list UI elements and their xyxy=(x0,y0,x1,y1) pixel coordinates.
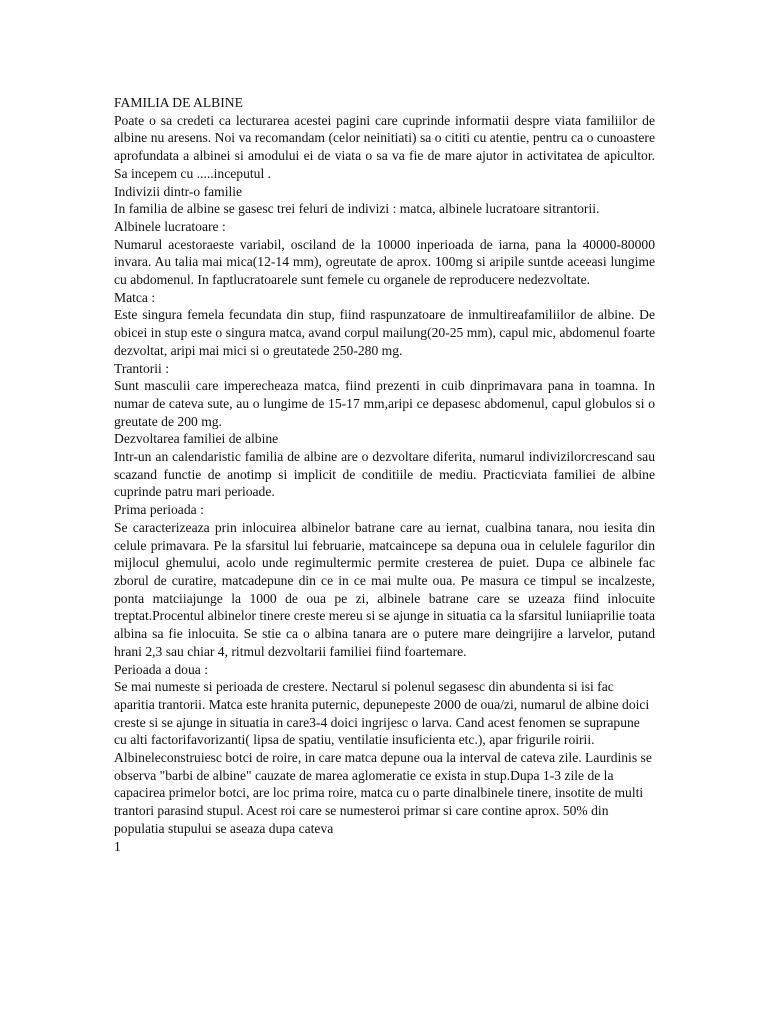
heading-perioada-a-doua: Perioada a doua : xyxy=(114,661,208,677)
heading-matca: Matca : xyxy=(114,289,156,305)
paragraph-indivizi: In familia de albine se gasesc trei feluri de indivizi : matca, albinele lucratoare sitrantorii. xyxy=(114,201,600,217)
paragraph-lucratoare: Numarul acestoraeste variabil, osciland de la 10000 inperioada de iarna, pana la 40000-80000 invara. Au talia mai mica(12-14 mm), ogreutate de aprox. 100mg si aripile suntde aceeasi lungime cu abdomenul. In faptlucratoarele sunt femele cu organele de reproducere nedezvoltate. xyxy=(114,236,655,288)
heading-prima-perioada: Prima perioada : xyxy=(114,502,204,518)
paragraph-prima-perioada: Se caracterizeaza prin inlocuirea albinelor batrane care au iernat, cualbina tanara, nou iesita din celule primavara. Pe la sfarsitul lui februarie, matcaincepe sa depuna oua in celulele fagurilor din mijlocul ghemului, acolo unde regimultermic permite cresterea de puiet. Dupa ce albinele fac zborul de curatire, matcadepune din ce in ce mai multe oua. Pe masura ce timpul se incalzeste, ponta matciiajunge la 1000 de oua pe zi, albinele batrane care se uzeaza fiind inlocuite treptat.Procentul albinelor tinere creste mereu si se ajunge in situatia ca la sfarsitul luniiaprilie toata albina sa fie inlocuita. Se stie ca o albina tanara are o putere mare deingrijire a larvelor, putand hrani 2,3 sau chiar 4, ritmul dezvoltarii familiei fiind foartemare. xyxy=(114,519,655,659)
paragraph-trantorii: Sunt masculii care imperecheaza matca, fiind prezenti in cuib dinprimavara pana in toamna. In numar de cateva sute, au o lungime de 15-17 mm,aripi ce depasesc abdomenul, capul globulos si o greutate de 200 mg. xyxy=(114,378,655,429)
heading-trantorii: Trantorii : xyxy=(114,360,170,376)
document-title: FAMILIA DE ALBINE xyxy=(114,95,243,110)
document-page xyxy=(114,94,655,855)
paragraph-dezvoltarea: Intr-un an calendaristic familia de albine are o dezvoltare diferita, numarul indivizilorcrescand sau scazand functie de anotimp si implicit de conditiile de mediu. Practicviata familiei de albine cuprinde patru mari perioade. xyxy=(114,449,655,500)
heading-lucratoare: Albinele lucratoare : xyxy=(114,218,226,234)
page-number: 1 xyxy=(114,838,121,854)
intro-paragraph: Poate o sa credeti ca lecturarea acestei pagini care cuprinde informatii despre viata familiilor de albine nu aresens. Noi va recomandam (celor neinitiati) sa o cititi cu atentie, pentru ca o cunoastere aprofundata a albinei si amodului ei de viata o sa va fie de mare ajutor in activitatea de apicultor. Sa incepem cu .....inceputul . xyxy=(114,112,655,181)
paragraph-perioada-a-doua: Se mai numeste si perioada de crestere. Nectarul si polenul segasesc din abundenta si isi fac aparitia trantorii. Matca este hranita puternic, depunepeste 2000 de oua/zi, numarul de albine doici creste si se ajunge in situatia in care3-4 doici ingrijesc o larva. Cand acest fenomen se suprapune cu alti factorifavorizanti( lipsa de spatiu, ventilatie insuficienta etc.), apar frigurile roirii. Albineleconstruiesc botci de roire, in care matca depune oua la interval de cateva zile. Laurdinis se observa "barbi de albine" cauzate de marea aglomeratie ce exista in stup.Dupa 1-3 zile de la capacirea primelor botci, are loc prima roire, matca cu o parte dinalbinele tinere, insotite de multi trantori parasind stupul. Acest roi care se numesteroi primar si care contine aprox. 50% din populatia stupului se aseaza dupa cateva xyxy=(114,679,652,836)
heading-dezvoltarea: Dezvoltarea familiei de albine xyxy=(114,431,279,447)
paragraph-matca: Este singura femela fecundata din stup, fiind raspunzatoare de inmultireafamiliilor de albine. De obicei in stup este o singura matca, avand corpul mailung(20-25 mm), capul mic, abdomenul foarte dezvoltat, aripi mai mici si o greutatede 250-280 mg. xyxy=(114,307,655,358)
heading-indivizi: Indivizii dintr-o familie xyxy=(114,183,243,199)
